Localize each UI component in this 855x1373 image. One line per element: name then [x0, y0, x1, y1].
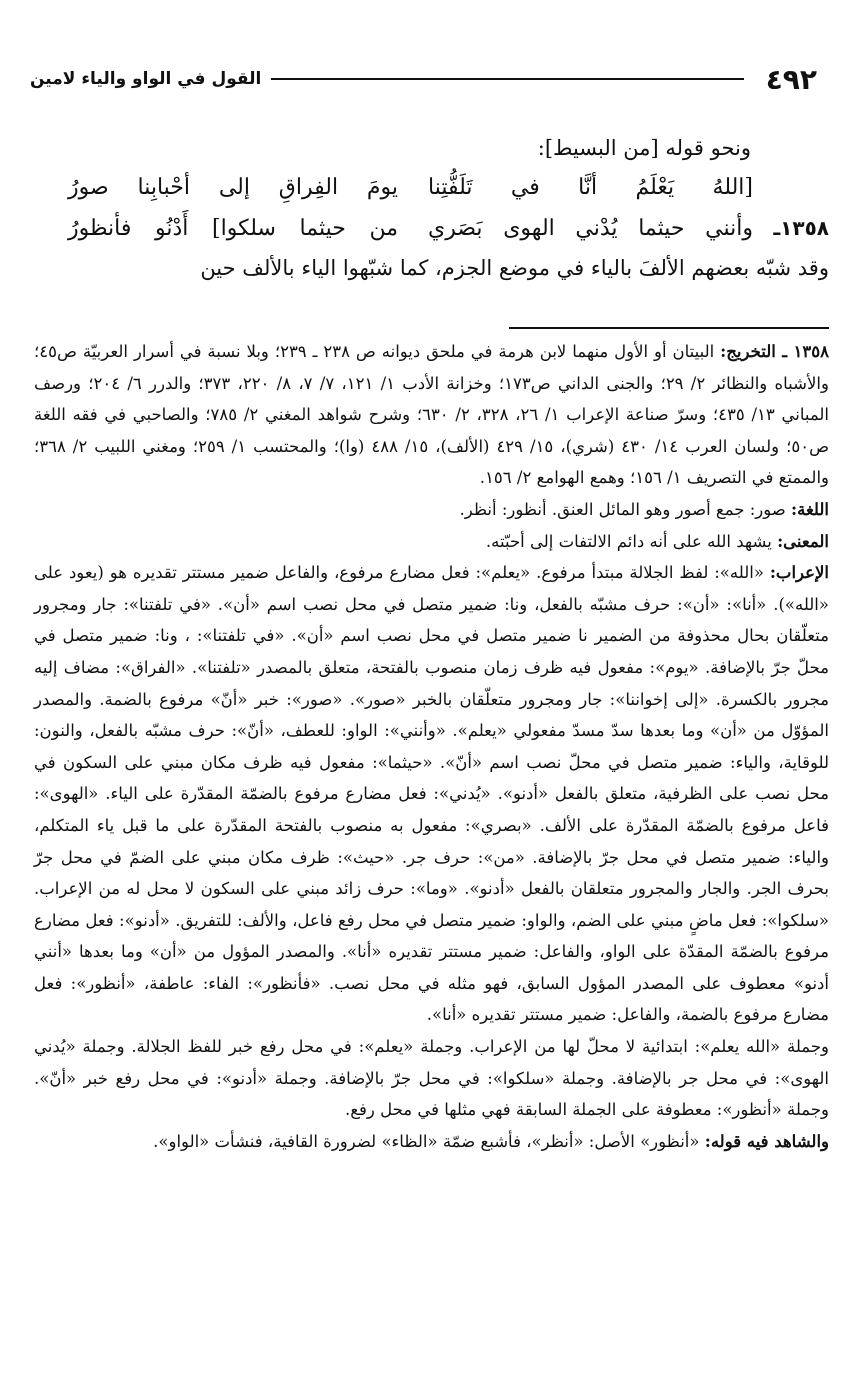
body-text-line: وقد شبّه بعضهم الألفَ بالياء في موضع الجزم، كما شبّهوا الياء بالألف حين — [200, 256, 829, 280]
mana-text: يشهد الله على أنه دائم الالتفات إلى أحبّته. — [485, 531, 772, 551]
page-number: ٤٩٢ — [765, 62, 817, 96]
footnotes — [34, 336, 829, 1157]
lugha-text: صور: جمع أصور وهو المائل العنق. أنظور: أنظر. — [459, 499, 786, 519]
irab-paragraph — [34, 557, 829, 1031]
lugha-label: اللغة: — [791, 499, 829, 519]
shahid-label: والشاهد فيه قوله: — [704, 1131, 829, 1151]
page-header — [30, 62, 817, 96]
irab-label: الإعراب: — [769, 563, 829, 583]
main-text — [40, 128, 829, 288]
mana-paragraph — [34, 526, 829, 558]
lugha-paragraph — [34, 494, 829, 526]
takhrij-paragraph — [34, 336, 829, 494]
footnote-separator — [509, 327, 829, 329]
verse-number: ١٣٥٨ـ — [773, 216, 829, 240]
verse-line-1 — [40, 168, 829, 208]
header-rule — [271, 78, 743, 80]
jumal-text: وجملة «الله يعلم»: ابتدائية لا محلّ لها من الإعراب. وجملة «يعلم»: في محل رفع خبر للفظ الجلالة. وجملة «يُدني الهوى»: في محل جر بالإضافة. وجملة «سلكوا»: في محل جرّ بالإضافة. وجملة «أدنو»: في محل رفع خبر «أنّ». وجملة «أنظور»: معطوفة على الجملة السابقة فهي مثلها في محل رفع. — [34, 1037, 829, 1120]
verse-line-2 — [40, 208, 829, 248]
irab-text: «الله»: لفظ الجلالة مبتدأ مرفوع. «يعلم»: فعل مضارع مرفوع، والفاعل ضمير مستتر تقديره هو (يعود على «الله»). «أنا»: «أن»: حرف مشبّه بالفعل، ونا: ضمير متصل في محل نصب اسم «أن». «في تلفتنا»: جار ومجرور متعلّقان بحال محذوفة من الضمير نا ضمير متصل في محل نصب اسم «أن». «في تلفتنا»: ، ونا: ضمير متصل في محلّ جرّ بالإضافة. «يوم»: مفعول فيه ظرف زمان منصوب بالفتحة، متعلق بالمصدر «تلفتنا». «الفراق»: مضاف إليه مجرور بالكسرة. «إلى إخواننا»: جار ومجرور متعلّقان بالخبر «صور». «صور»: خبر «أنّ» مرفوع بالضمة. والمصدر المؤوّل من «أن» وما بعدها سدّ مسدّ مفعولي «يعلم». «وأنني»: الواو: للعطف، «أنّ»: حرف مشبّه بالفعل، والنون: للوقاية، والياء: ضمير متصل في محلّ نصب اسم «أنّ». «حيثما»: مفعول فيه ظرف مكان مبني على السكون في محل نصب على الظرفية، متعلق بالفعل «أدنو». «يُدني»: فعل مضارع مرفوع بالضمّة المقدّرة على الياء. «الهوى»: فاعل مرفوع بالضمّة المقدّرة على الألف. «بصري»: مفعول به منصوب بالفتحة المقدّرة على ما قبل ياء المتكلم، والياء: ضمير متصل في محل جرّ بالإضافة. «من»: حرف جر. «حيث»: ظرف مكان مبني على الضمّ في محل جرّ بحرف الجر. والجار والمجرور متعلقان بالفعل «أدنو». «وما»: حرف زائد مبني على السكون لا محل له من الإعراب. «سلكوا»: فعل ماضٍ مبني على الضم، والواو: ضمير متصل في محل رفع فاعل، والألف: للتفريق. «أدنو»: فعل مضارع مرفوع بالضمّة المقدّة على الواو، والفاعل: ضمير مستتر تقديره «أنا». والمصدر المؤول من «أن» وما بعدها «أنني أدنو» معطوف على المصدر المؤول السابق، فهو مثله في محل نصب. «فأنظور»: الفاء: عاطفة، «أنظور»: فعل مضارع مرفوع بالضمة، والفاعل: ضمير مستتر تقديره «أنا». — [34, 563, 829, 1025]
verse-2-first-hemistich: وأنني حيثما يُدْني الهوى بَصَري — [428, 216, 753, 241]
jumal-paragraph — [34, 1031, 829, 1126]
intro-line: ونحو قوله [من البسيط]: — [537, 136, 751, 160]
verse-2-second-hemistich: من حيثما سلكوا] أَدْنُو فأنظورُ — [68, 216, 398, 241]
shahid-text: «أنظور» الأصل: «أنظر»، فأشبع ضمّة «الظاء» لضرورة القافية، فنشأت «الواو». — [153, 1131, 700, 1151]
takhrij-text: البيتان أو الأول منهما لابن هرمة في ملحق ديوانه ص ٢٣٨ ـ ٢٣٩؛ وبلا نسبة في أسرار العربيّة ص٤٥؛ والأشباه والنظائر ٢/ ٢٩؛ والجنى الداني ص١٧٣؛ وخزانة الأدب ١/ ١٢١، ٧/ ٧، ٨/ ٢٢٠، ٣٧٣؛ والدرر ٦/ ٢٠٤؛ ورصف المباني ١٣/ ٤٣٥؛ وسرّ صناعة الإعراب ١/ ٢٦، ٣٢٨، ٢/ ٦٣٠؛ وشرح شواهد المغني ٢/ ٧٨٥؛ والصاحبي في فقه اللغة ص٥٠؛ ولسان العرب ١٤/ ٤٣٠ (شري)، ١٥/ ٤٢٩ (الألف)، ١٥/ ٤٨٨ (وا)؛ والمحتسب ١/ ٢٥٩؛ ومغني اللبيب ٢/ ٣٦٨؛ والممتع في التصريف ١/ ١٥٦؛ وهمع الهوامع ٢/ ١٥٦. — [34, 342, 830, 488]
verse-1-first-hemistich: [اللهُ يَعْلَمُ أنَّا في تَلَفُّتِنا — [428, 175, 753, 200]
mana-label: المعنى: — [777, 531, 829, 551]
shahid-paragraph — [34, 1126, 829, 1158]
verse-1-second-hemistich: يومَ الفِراقِ إلى أحْبابِنا صورُ — [68, 175, 398, 200]
takhrij-label: ١٣٥٨ ـ التخريج: — [720, 342, 829, 361]
running-title: القول في الواو والياء لامين — [30, 69, 262, 89]
